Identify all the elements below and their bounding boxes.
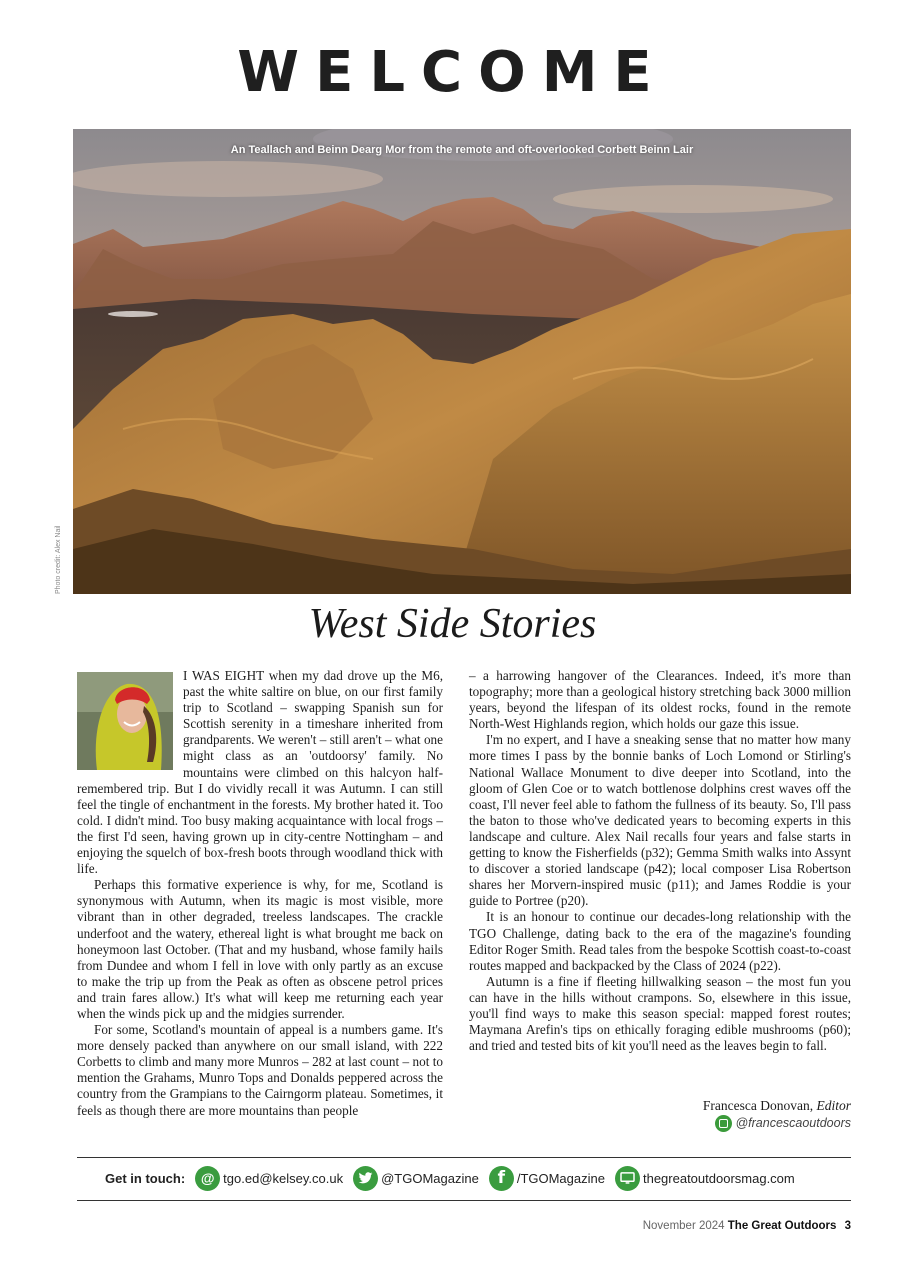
paragraph: It is an honour to continue our decades-long relationship with the TGO Challenge, dating back to the era of the magazine's founding Editor Roger Smith. Read tales from the bespoke Scottish coast-to-coast routes mapped and backpacked by the Class of 2024 (p22). [469,909,851,973]
page-number: 3 [844,1220,851,1232]
divider-top [77,1157,851,1158]
mountain-landscape-image [73,129,851,594]
contact-label: Get in touch: [105,1170,186,1186]
paragraph: Autumn is a fine if fleeting hillwalking season – the most fun you can have in the hills without crampons. So, elsewhere in this issue, you'll find ways to make this season special: mapped forest routes; Maymana Arefin's tips on ethically foraging edible mushrooms (p60); and tried and tested bits of kit you'll need as the leaves begin to fall. [469,973,851,1054]
paragraph: I'm no expert, and I have a sneaking sense that no matter how many more times I pass by the bonnie banks of Loch Lomond or Stirling's National Wallace Monument to dive deeper into Scotland, into the gloom of Glen Coe or to watch bottlenose dolphins crest waves off the coast, I'll never feel able to fathom the fullness of its beauty. So, I'll pass the baton to those who've dedicated years to becoming experts in this landscape and culture. Alex Nail recalls four years and false starts in getting to know the Fisherfields (p32); Gemma Smith walks into Assynt to discover a storied landscape (p42); local composer Lisa Robertson shares her Morvern-inspired music (p11); and James Roddie is your guide to Portree (p20). [469,732,851,909]
contact-twitter[interactable] [353,1166,479,1191]
hero-caption: An Teallach and Beinn Dearg Mor from the remote and oft-overlooked Corbett Beinn Lair [230,144,694,156]
twitter-bird-icon [353,1166,378,1191]
facebook-icon: f [489,1166,514,1191]
paragraph: For some, Scotland's mountain of appeal is a numbers game. It's more densely packed than anywhere on our small island, with 222 Corbetts to climb and many more Munros – 282 at last count – not to mention the Grahams, Munro Tops and Donalds peppered across the country from the Grampians to the Cairngorm plateau. Sometimes, it feels as though there are more mountains than people [77,1022,443,1118]
editor-portrait [77,672,173,770]
paragraph: I WAS EIGHT when my dad drove up the M6, past the white saltire on blue, on our first family trip to Scotland – swapping Spanish sun for Scottish serenity in a timeshare inherited from grandparents. We weren't – still aren't – what one might class as an 'outdoorsy' family. No mountains were climbed on this halcyon half-remembered trip. But I do vividly recall it was Autumn. I can still feel the tingle of enchantment in the forests. My brother hated it. Too cold. I didn't mind. Too busy making acquaintance with local frogs – the first I'd seen, having grown up in city-centre Nottingham – and enjoying the squelch of box-fresh boots through woodland thick with life. [77,668,443,877]
instagram-handle[interactable]: @francescaoutdoors [735,1115,851,1130]
at-sign-icon: @ [195,1166,220,1191]
magazine-name: The Great Outdoors [727,1220,837,1232]
email-link[interactable]: tgo.ed@kelsey.co.uk [223,1170,344,1186]
website-link[interactable]: thegreatoutdoorsmag.com [642,1170,795,1186]
contact-email[interactable] [195,1166,343,1191]
page-heading: WELCOME [237,40,668,105]
issue-date: November 2024 [642,1220,725,1232]
paragraph: – a harrowing hangover of the Clearances. Indeed, it's more than topography; more than a geological history stretching back 3000 million years, beyond the lifespan of its oldest rocks, found in the remote North-West Highlands region, which holds our gaze this issue. [469,668,851,732]
twitter-link[interactable]: @TGOMagazine [381,1170,479,1186]
instagram-icon [715,1115,732,1132]
contact-website[interactable] [615,1166,795,1191]
contact-bar [105,1163,805,1193]
editor-name: Francesca Donovan, [702,1098,814,1113]
hero-photo [73,129,851,594]
paragraph: Perhaps this formative experience is why, for me, Scotland is synonymous with Autumn, when its magic is most visible, more vibrant than in other degraded, treeless landscapes. The crackle underfoot and the watery, ethereal light is what brought me back on honeymoon last October. (That and my husband, whose family hails from Dundee and whom I fell in love with only partly as an excuse to make the trip up from the Peak as often as obscene petrol prices and train fares allow.) It's what will keep me returning each year when the winds pick up and the midgies surrender. [77,877,443,1021]
facebook-link[interactable]: /TGOMagazine [516,1170,605,1186]
contact-facebook[interactable] [489,1166,605,1191]
article-column-left [77,668,443,1119]
article-column-right [469,668,851,1054]
editor-role: Editor [816,1098,851,1113]
editor-instagram[interactable] [600,1115,851,1132]
page-footer [643,1220,851,1232]
article-title: West Side Stories [308,601,597,647]
photo-credit: Photo credit: Alex Nail [55,525,62,594]
divider-bottom [77,1200,851,1201]
monitor-icon [615,1166,640,1191]
editor-signoff [600,1098,851,1114]
